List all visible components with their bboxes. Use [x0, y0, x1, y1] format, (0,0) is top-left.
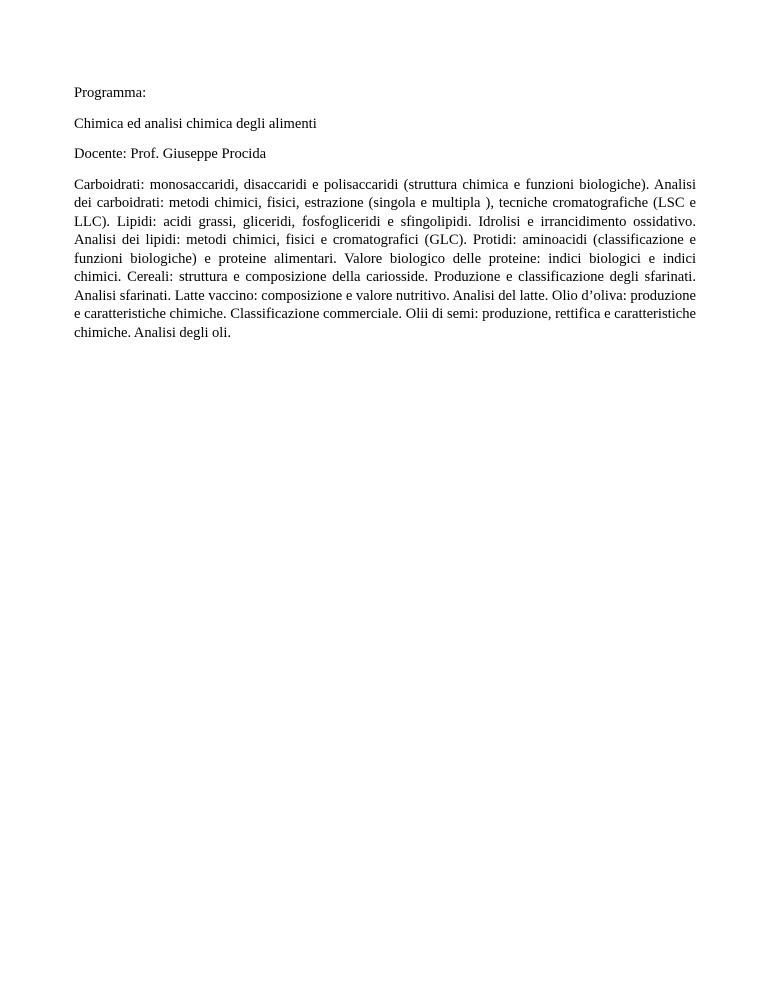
course-title: Chimica ed analisi chimica degli alimenti [74, 115, 317, 132]
lecturer-line: Docente: Prof. Giuseppe Procida [74, 146, 267, 162]
syllabus-paragraph: Carboidrati: monosaccaridi, disaccaridi e polisaccaridi (struttura chimica e funzioni biologiche). Analisi dei carboidrati: metodi chimici, fisici, estrazione (singola e multipla ), tecniche cromatografiche (LSC e LLC). Lipidi: acidi grassi, gliceridi, fosfogliceridi e sfingolipidi. Idrolisi e irrancidimento ossidativo. Analisi dei lipidi: metodi chimici, fisici e cromatografici (GLC). Protidi: aminoacidi (classificazione e funzioni biologiche) e proteine alimentari. Valore biologico delle proteine: indici biologici e indici chimici. Cereali: struttura e composizione della cariosside. Produzione e classificazione degli sfarinati. Analisi sfarinati. Latte vaccino: composizione e valore nutritivo. Analisi del latte. Olio d’oliva: produzione e caratteristiche chimiche. Classificazione commerciale. Olii di semi: produzione, rettifica e caratteristiche chimiche. Analisi degli oli. [74, 176, 696, 341]
program-heading: Programma: [74, 85, 147, 101]
document-content [74, 84, 696, 342]
